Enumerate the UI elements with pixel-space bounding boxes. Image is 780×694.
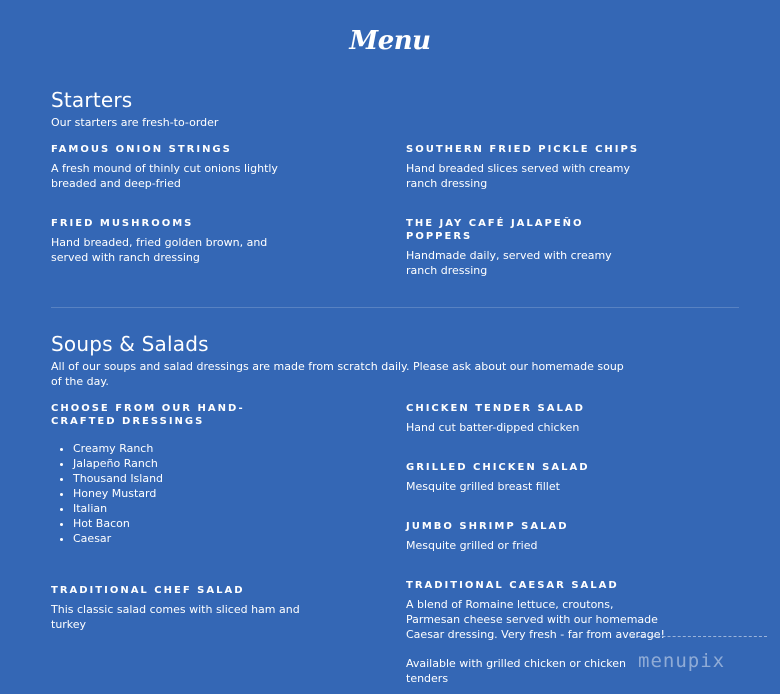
item-name: TRADITIONAL CAESAR SALAD [406, 580, 619, 591]
item-description: Handmade daily, served with creamy ranch dressing [406, 249, 612, 277]
item-description: Mesquite grilled or fried [406, 539, 538, 552]
list-item: • Hot Bacon [73, 516, 163, 531]
item-description: Hand breaded, fried golden brown, and served with ranch dressing [51, 236, 268, 264]
item-description: Hand breaded slices served with creamy ranch dressing [406, 162, 631, 190]
item-name: FRIED MUSHROOMS [51, 218, 194, 229]
list-item: • Thousand Island [73, 471, 163, 486]
menu-title: Menu [349, 26, 431, 56]
menu-item-chef-salad [51, 584, 301, 632]
menu-item-fried-mushrooms [51, 217, 301, 265]
menu-item-dressings [51, 402, 266, 428]
menupix-watermark [632, 636, 767, 686]
item-description: A fresh mound of thinly cut onions lightly breaded and deep-fried [51, 162, 278, 190]
menu-item-chicken-tender-salad [406, 402, 656, 435]
list-item: • Italian [73, 501, 163, 516]
menu-item-onion-strings [51, 143, 301, 191]
dressing-list [51, 441, 163, 546]
starters-heading: Starters [51, 88, 133, 112]
item-name: JUMBO SHRIMP SALAD [406, 521, 569, 532]
item-description: A blend of Romaine lettuce, croutons, Parmesan cheese served with our homemade Caesar dressing. Very fresh - far from average! [406, 598, 665, 641]
list-item: • Creamy Ranch [73, 441, 163, 456]
item-name: THE JAY CAFÉ JALAPEÑO POPPERS [406, 218, 584, 242]
item-description: Hand cut batter-dipped chicken [406, 421, 580, 434]
menu-item-jumbo-shrimp-salad [406, 520, 656, 553]
list-item: • Honey Mustard [73, 486, 163, 501]
watermark-divider [632, 636, 767, 637]
item-name: GRILLED CHICKEN SALAD [406, 462, 590, 473]
item-name: TRADITIONAL CHEF SALAD [51, 585, 245, 596]
item-description: Mesquite grilled breast fillet [406, 480, 560, 493]
section-divider [51, 307, 739, 308]
item-description: This classic salad comes with sliced ham and turkey [51, 603, 300, 631]
starters-description: Our starters are fresh-to-order [51, 116, 219, 129]
item-name: SOUTHERN FRIED PICKLE CHIPS [406, 144, 640, 155]
list-item: • Jalapeño Ranch [73, 456, 163, 471]
item-name: FAMOUS ONION STRINGS [51, 144, 232, 155]
soups-salads-description: All of our soups and salad dressings are made from scratch daily. Please ask about our homemade soup of the day. [51, 360, 624, 388]
menu-item-caesar-salad [406, 579, 666, 686]
list-item: • Caesar [73, 531, 163, 546]
watermark-text: menupix [638, 650, 726, 672]
soups-salads-heading: Soups & Salads [51, 332, 209, 356]
item-note: Available with grilled chicken or chicken tenders [406, 657, 626, 685]
item-name: CHOOSE FROM OUR HAND-CRAFTED DRESSINGS [51, 403, 245, 427]
menu-item-pickle-chips [406, 143, 656, 191]
menu-item-jalapeno-poppers [406, 217, 621, 278]
item-name: CHICKEN TENDER SALAD [406, 403, 585, 414]
menu-item-grilled-chicken-salad [406, 461, 656, 494]
